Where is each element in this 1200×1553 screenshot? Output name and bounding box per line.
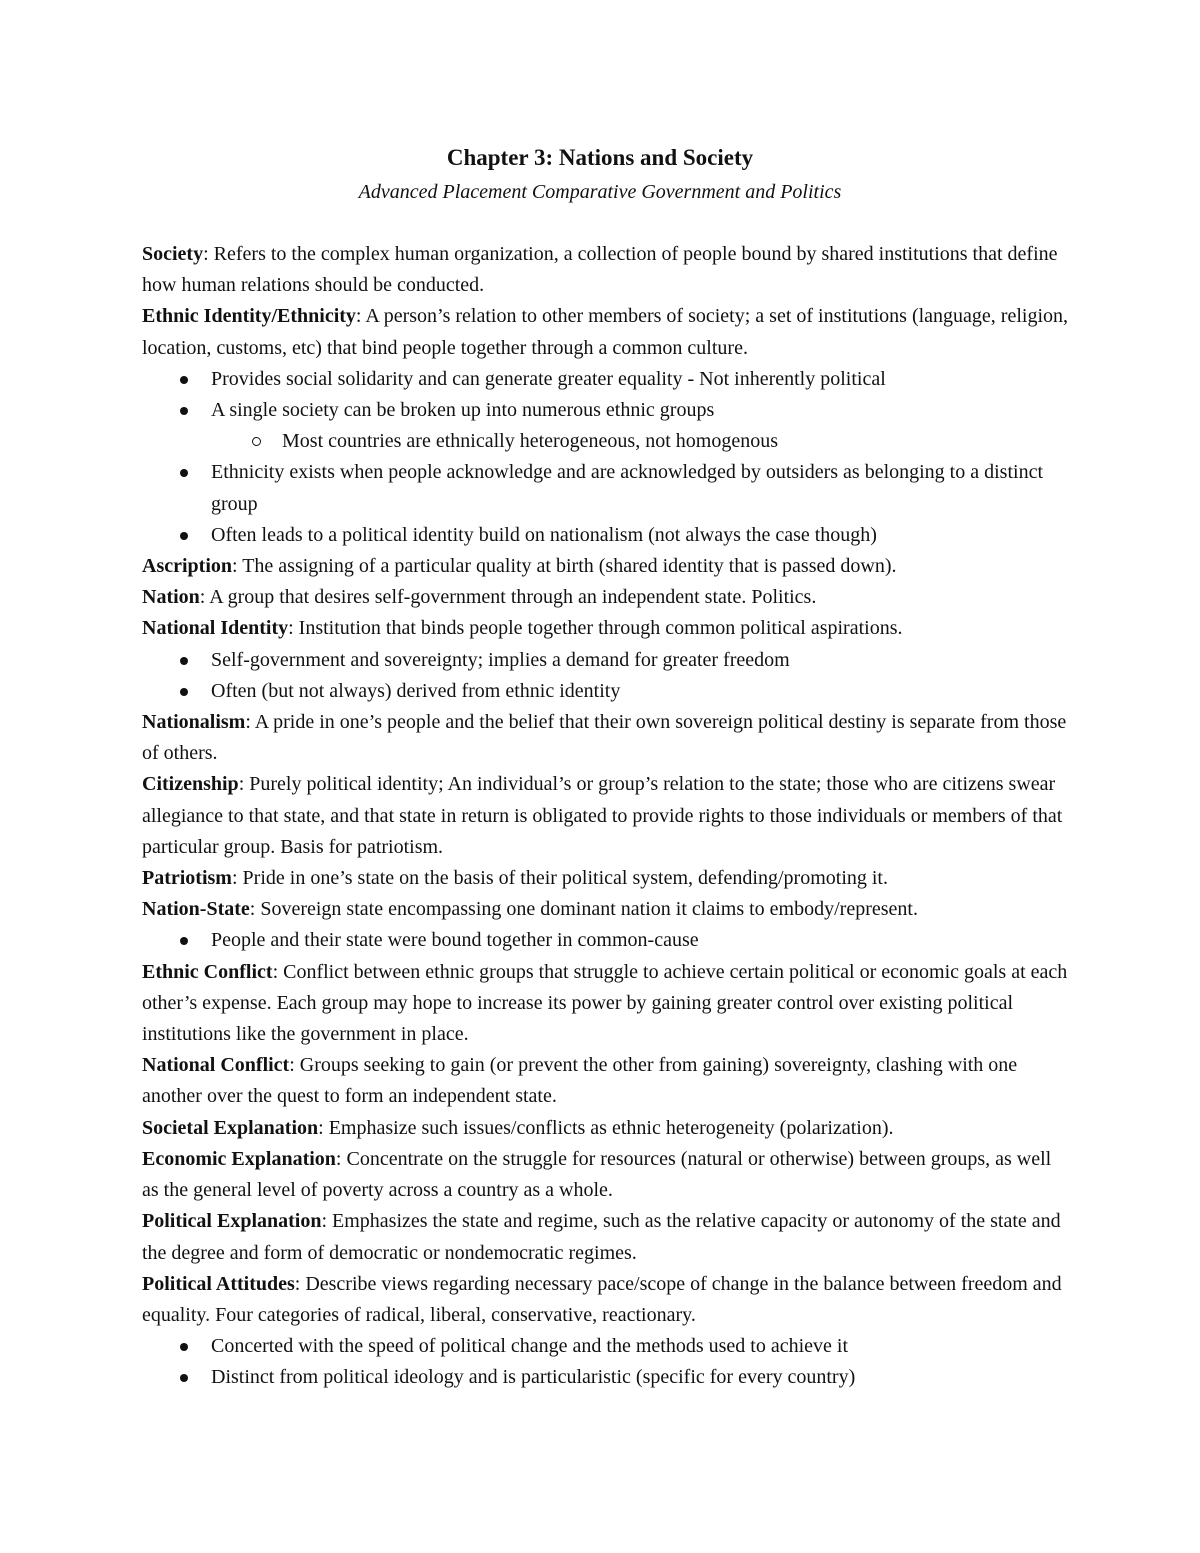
term-society: Society (142, 243, 204, 265)
definition-national-conflict: : Groups seeking to gain (or prevent the other from gaining) sovereignty, clashing with one another over the quest to form an independent state. (142, 1054, 1018, 1108)
definition-societal-explanation: : Emphasize such issues/conflicts as ethnic heterogeneity (polarization). (318, 1116, 894, 1139)
bullet-item: Concerted with the speed of political change and the methods used to achieve it (142, 1331, 1072, 1362)
definition-ethnic-conflict: : Conflict between ethnic groups that struggle to achieve certain political or economic goals at each other’s expense. Each group may hope to increase its power by gaining greater control over existing political institutions like the government in place. (142, 960, 1068, 1046)
bullet-item: Often (but not always) derived from ethnic identity (142, 676, 1072, 707)
page-subtitle: Advanced Placement Comparative Government and Politics (358, 181, 842, 203)
entry-nationalism (142, 707, 1072, 769)
bullet-item: Distinct from political ideology and is particularistic (specific for every country) (142, 1362, 1072, 1393)
entry-ethnicity (142, 301, 1072, 363)
bullet-item: A single society can be broken up into numerous ethnic groups (142, 395, 1072, 426)
entry-ascription (142, 551, 1072, 582)
term-economic-explanation: Economic Explanation (142, 1147, 336, 1170)
bullet-item: People and their state were bound together in common-cause (142, 925, 1072, 956)
term-nation-state: Nation-State (142, 898, 250, 921)
definition-economic-explanation: : Concentrate on the struggle for resources (natural or otherwise) between groups, as well as the general level of poverty across a country as a whole. (142, 1147, 1052, 1202)
entry-economic-explanation (142, 1144, 1072, 1206)
bullet-item: Provides social solidarity and can generate greater equality - Not inherently political (142, 364, 1072, 395)
term-national-identity: National Identity (142, 617, 289, 640)
definition-political-explanation: : Emphasizes the state and regime, such as the relative capacity or autonomy of the state and the degree and form of democratic or nondemocratic regimes. (142, 1210, 1061, 1264)
entry-national-identity (142, 613, 1072, 644)
definition-citizenship: : Purely political identity; An individual’s or group’s relation to the state; those who are citizens swear allegiance to that state, and that state in return is obligated to provide rights to those individuals or members of that particular group. Basis for patriotism. (142, 773, 1063, 858)
definition-political-attitudes: : Describe views regarding necessary pace/scope of change in the balance between freedom and equality. Four categories of radical, liberal, conservative, reactionary. (142, 1272, 1062, 1326)
entry-national-conflict (142, 1050, 1072, 1112)
term-national-conflict: National Conflict (142, 1054, 290, 1077)
definition-national-identity: : Institution that binds people together through common political aspirations. (288, 617, 903, 640)
definition-ethnicity: : A person’s relation to other members of society; a set of institutions (language, religion, location, customs, etc) that bind people together through a common culture. (142, 305, 1069, 359)
bullet-item: Ethnicity exists when people acknowledge and are acknowledged by outsiders as belonging to a distinct group (142, 457, 1072, 519)
entry-citizenship (142, 769, 1072, 863)
term-ethnic-conflict: Ethnic Conflict (142, 960, 273, 983)
term-patriotism: Patriotism (142, 867, 232, 890)
term-ascription: Ascription (142, 555, 232, 578)
term-ethnicity: Ethnic Identity/Ethnicity (142, 305, 356, 328)
entry-nation-state (142, 894, 1072, 925)
term-nation: Nation (142, 586, 200, 609)
definition-nation: : A group that desires self-government through an independent state. Politics. (199, 586, 817, 609)
term-citizenship: Citizenship (142, 773, 239, 796)
bullet-list-ethnicity (142, 364, 1072, 551)
definition-society: : Refers to the complex human organization, a collection of people bound by shared institutions that define how human relations should be conducted. (142, 243, 1058, 297)
sub-bullet-item: Most countries are ethnically heterogeneous, not homogenous (142, 426, 1072, 457)
bullet-list-political-attitudes (142, 1331, 1072, 1393)
bullet-item: Often leads to a political identity build on nationalism (not always the case though) (142, 520, 1072, 551)
entry-political-attitudes (142, 1269, 1072, 1331)
term-political-attitudes: Political Attitudes (142, 1272, 295, 1295)
definition-patriotism: : Pride in one’s state on the basis of their political system, defending/promoting it. (231, 867, 888, 890)
entry-nation (142, 582, 1072, 613)
document-body (142, 239, 1072, 1394)
term-societal-explanation: Societal Explanation (142, 1116, 319, 1139)
bullet-list-national-identity (142, 645, 1072, 707)
definition-nationalism: : A pride in one’s people and the belief that their own sovereign political destiny is separate from those of others. (142, 711, 1067, 765)
term-nationalism: Nationalism (142, 711, 246, 734)
page-title: Chapter 3: Nations and Society (446, 145, 754, 170)
entry-ethnic-conflict (142, 957, 1072, 1051)
entry-political-explanation (142, 1206, 1072, 1268)
term-political-explanation: Political Explanation (142, 1210, 322, 1233)
bullet-list-nation-state (142, 925, 1072, 956)
definition-nation-state: : Sovereign state encompassing one dominant nation it claims to embody/represent. (249, 898, 918, 921)
bullet-item: Self-government and sovereignty; implies a demand for greater freedom (142, 645, 1072, 676)
entry-society (142, 239, 1072, 301)
entry-societal-explanation (142, 1113, 1072, 1144)
entry-patriotism (142, 863, 1072, 894)
definition-ascription: : The assigning of a particular quality at birth (shared identity that is passed down). (232, 555, 897, 578)
